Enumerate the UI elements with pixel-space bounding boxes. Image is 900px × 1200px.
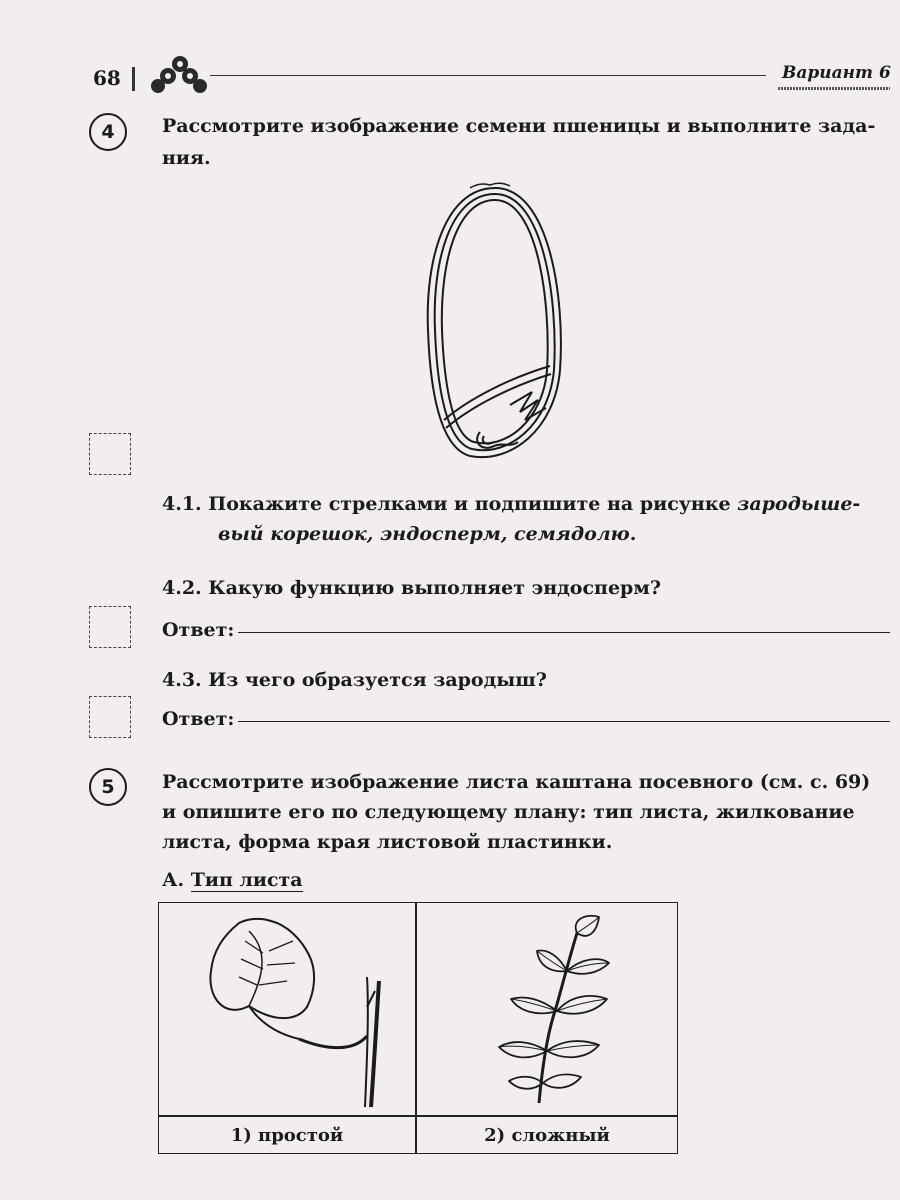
answer-label: Ответ: [162, 708, 235, 730]
question-4-3: 4.3. Из чего образуется зародыш? [162, 669, 547, 691]
task-number-badge: 5 [89, 768, 127, 806]
section-prefix: А. [162, 869, 185, 891]
option-simple-leaf: 1) простой [230, 1124, 344, 1146]
variant-underline [778, 87, 890, 90]
question-4-1-italic: зародыше- [737, 493, 861, 515]
question-4-1-text: Покажите стрелками и подпишите на рисунке [208, 493, 731, 515]
header-separator [132, 67, 135, 91]
task5-line1: Рассмотрите изображение листа каштана посевного (см. с. 69) [162, 771, 871, 793]
page-number: 68 [93, 66, 121, 90]
answer-line[interactable] [238, 721, 890, 722]
task5-line2: и опишите его по следующему плану: тип листа, жилкование [162, 801, 855, 823]
header-rule [210, 75, 766, 76]
question-4-1 [162, 488, 860, 520]
question-4-1-line2-wrap [218, 518, 636, 550]
question-4-2: 4.2. Какую функцию выполняет эндосперм? [162, 577, 661, 599]
question-4-1-line2: вый корешок, эндосперм, семядолю [218, 523, 630, 545]
task-number-badge: 4 [89, 113, 127, 151]
section-title: Тип листа [190, 869, 303, 891]
compound-leaf-illustration [449, 911, 649, 1111]
answer-box[interactable] [89, 606, 131, 648]
simple-leaf-illustration [179, 911, 399, 1111]
leaf-type-table [158, 902, 678, 1154]
variant-label: Вариант 6 [782, 63, 891, 83]
section-heading [162, 864, 303, 896]
answer-box[interactable] [89, 433, 131, 475]
answer-line[interactable] [238, 632, 890, 633]
answer-box[interactable] [89, 696, 131, 738]
task5-line3: листа, форма края листовой пластинки. [162, 831, 613, 853]
wheat-seed-illustration [410, 180, 580, 470]
publisher-logo [150, 54, 212, 96]
question-4-1-number: 4.1. [162, 493, 202, 515]
option-compound-leaf: 2) сложный [484, 1124, 610, 1146]
task4-intro-cont: ния. [162, 147, 211, 169]
question-4-1-end: . [629, 523, 637, 545]
answer-label: Ответ: [162, 619, 235, 641]
task4-intro: Рассмотрите изображение семени пшеницы и выполните зада- [162, 115, 876, 137]
